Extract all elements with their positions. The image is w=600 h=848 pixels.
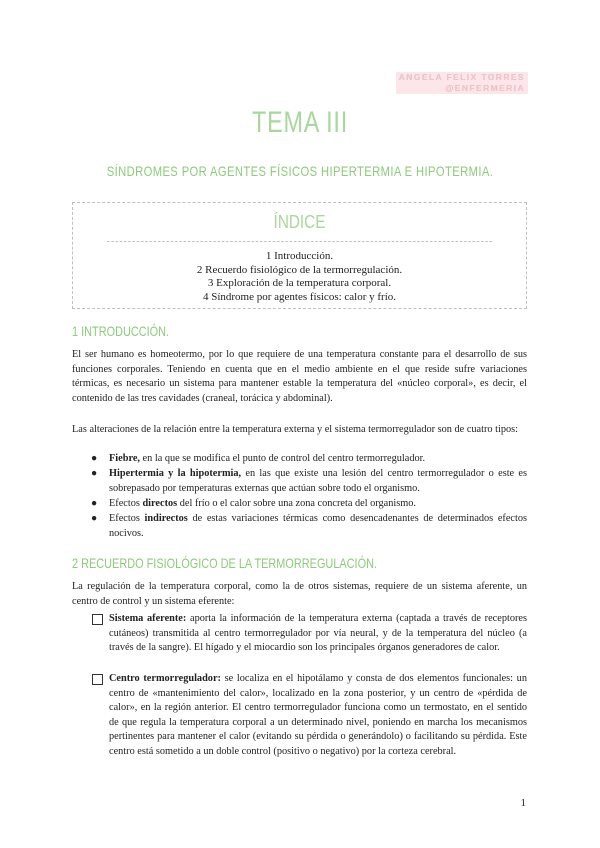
page-title: TEMA III bbox=[252, 106, 348, 139]
bullet-text: en las que existe una lesión del centro termorregulador o este es sobrepasado por temperaturas externas que actúan sobre todo el organismo. bbox=[109, 468, 527, 494]
section-1-paragraph-2: Las alteraciones de la relación entre la temperatura externa y el sistema termorregulador son de cuatro tipos: bbox=[72, 424, 519, 435]
checkbox-bold: Sistema aferente: bbox=[109, 613, 187, 624]
bullet-icon: ● bbox=[91, 513, 98, 524]
section-2-heading: 2 RECUERDO FISIOLÓGICO DE LA TERMORREGULACIÓN. bbox=[72, 555, 378, 571]
author-name: ANGELA FELIX TORRES bbox=[396, 72, 528, 83]
index-item: 1 Introducción. bbox=[265, 250, 334, 262]
checkbox-text: se localiza en el hipotálamo y consta de dos elementos funcionales: un centro de «mantenimiento del calor», localizado en la zona posterior, y un centro de «pérdida de calor», en la región anterior. El centro termorregulador funciona como un termostato, en el sentido de que regula la temperatura corporal a un determinado nivel, poniendo en marcha los mecanismos pertinentes para mantener el calor (evitando su pérdida o generándolo) o facilitando su pérdida. Este centro está sometido a un doble control (positivo o negativo) por la corteza cerebral. bbox=[109, 673, 527, 757]
bullet-bold: Hipertermia y la hipotermia, bbox=[109, 468, 242, 479]
bullet-icon: ● bbox=[91, 498, 98, 509]
bullet-bold: Fiebre, bbox=[109, 453, 140, 464]
checkbox-item bbox=[109, 672, 527, 759]
bullet-bold: indirectos bbox=[144, 513, 188, 524]
bullet-item bbox=[91, 452, 527, 467]
index-item: 3 Exploración de la temperatura corporal. bbox=[207, 277, 392, 289]
bullet-icon: ● bbox=[91, 453, 98, 464]
index-list bbox=[73, 242, 526, 304]
index-item: 2 Recuerdo fisiológico de la termorregulación. bbox=[196, 263, 403, 276]
bullet-text: del frío o el calor sobre una zona concreta del organismo. bbox=[177, 498, 416, 509]
bullet-pre: Efectos bbox=[109, 513, 145, 524]
section-1-heading: 1 INTRODUCCIÓN. bbox=[72, 323, 170, 339]
bullet-item bbox=[91, 467, 527, 496]
index-box bbox=[72, 202, 527, 309]
author-handle: @ENFERMERIA bbox=[396, 83, 528, 94]
author-watermark bbox=[396, 72, 528, 94]
checkbox-text: aporta la información de la temperatura externa (captada a través de receptores cutáneos) transmitida al centro termorregulador por vía neural, y de la temperatura del núcleo (a través de la sangre). El hígado y el miocardio son los principales órganos generadores de calor. bbox=[109, 613, 527, 653]
bullet-icon: ● bbox=[91, 468, 98, 479]
bullet-item bbox=[91, 512, 527, 541]
bullet-pre: Efectos bbox=[109, 498, 143, 509]
section-1-paragraph-1: El ser humano es homeotermo, por lo que requiere de una temperatura constante para el desarrollo de sus funciones corporales. Teniendo en cuenta que en el medio ambiente en el que reside sufre variaciones térmicas, es necesario un sistema para mantener estable la temperatura del «núcleo corporal», es decir, el contenido de las tres cavidades (craneal, torácica y abdominal). bbox=[72, 349, 527, 404]
index-heading: ÍNDICE bbox=[107, 203, 492, 242]
checkbox-item bbox=[109, 612, 527, 656]
page-subtitle: SÍNDROMES POR AGENTES FÍSICOS HIPERTERMIA E HIPOTERMIA. bbox=[106, 163, 494, 179]
section-2-paragraph-1: La regulación de la temperatura corporal, como la de otros sistemas, requiere de un sistema aferente, un centro de control y un sistema eferente: bbox=[72, 581, 527, 607]
index-item: 4 Síndrome por agentes físicos: calor y frío. bbox=[202, 290, 397, 303]
bullet-text: de estas variaciones térmicas como desencadenantes de determinados efectos nocivos. bbox=[109, 513, 527, 539]
bullet-item bbox=[91, 497, 527, 512]
bullet-bold: directos bbox=[142, 498, 178, 509]
checkbox-icon bbox=[92, 614, 103, 625]
bullet-text: en la que se modifica el punto de control del centro termorregulador. bbox=[139, 453, 426, 464]
checkbox-bold: Centro termorregulador: bbox=[109, 673, 221, 684]
checkbox-icon bbox=[92, 674, 103, 685]
page-number: 1 bbox=[520, 797, 526, 809]
